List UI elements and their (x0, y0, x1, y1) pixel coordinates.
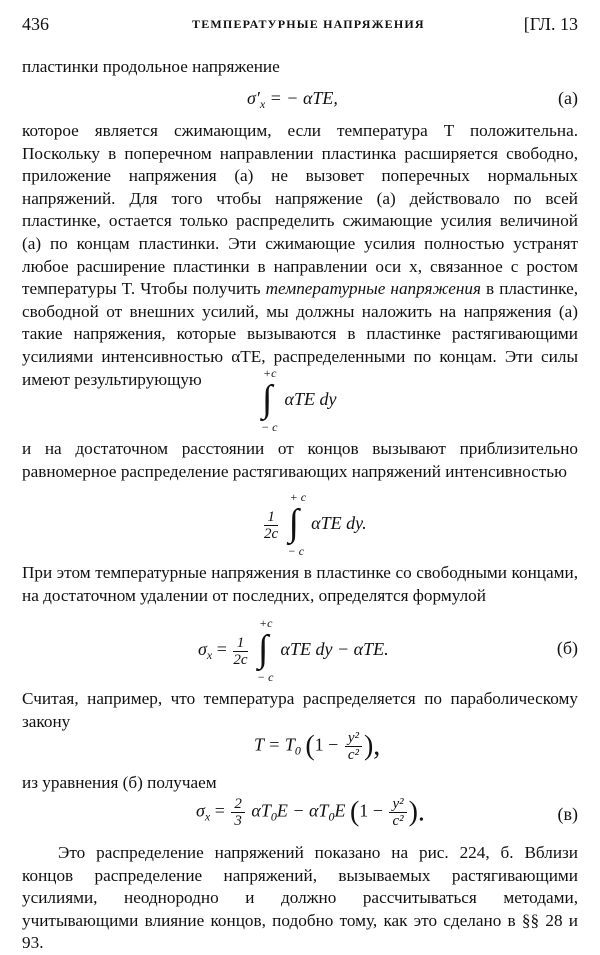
eq-b-lower: − c (257, 670, 274, 684)
equation-a (22, 88, 578, 114)
integral-sign: ∫ (262, 378, 273, 420)
equation-v (22, 794, 578, 834)
eq-b-frac-num: 1 (233, 635, 247, 652)
equation-T (22, 728, 578, 768)
eq-b-sigma: σ (198, 639, 207, 660)
eq-v-open: ( (349, 796, 360, 828)
int2-integrand: αTE dy. (311, 513, 367, 534)
equation-b (22, 616, 578, 684)
int1-lower: − c (261, 420, 278, 434)
eq-v-one-minus: 1 − (359, 800, 383, 821)
paragraph-6: из уравнения (б) получаем (22, 773, 217, 792)
eq-v-close: ). (408, 796, 425, 828)
running-header (22, 14, 578, 38)
eq-v-frac2-den: c² (392, 813, 404, 829)
eq-b-equals: = (216, 639, 227, 660)
eq-a-rhs: = − αTE, (269, 88, 338, 108)
page-number: 436 (22, 14, 49, 34)
eq-v-frac2-num: y² (389, 796, 406, 813)
paragraph-4: При этом температурные напряжения в пластинке со свободными концами, на достаточном удалении от последних, определятся формулой (22, 563, 578, 605)
paragraph-2-part-1: которое является сжимающим, если температура T положительна. Поскольку в поперечном направлении пластинка расширяется свободно, приложение напряжения (а) не вызовет поперечных нормальных напряжений. Для того чтобы напряжение (а) действовало по всей пластинке, остается только распределить сжимающие усилия величиной (а) по концам пластинки. Эти сжимающие усилия полностью устранят любое расширение пластинки в направлении оси x, связанное с ростом температуры T. Чтобы получить (22, 121, 578, 299)
int2-lower: − c (287, 544, 305, 558)
eq-T-frac-den: c² (347, 747, 359, 763)
paragraph-7: Это распределение напряжений показано на рис. 224, б. Вблизи концов распределение напряжений, вызываемых растягивающими усилиями, неоднородно и должно рассчитываться методами, учитывающими влияние концов, подобно тому, как это сделано в §§ 28 и 93. (22, 843, 578, 953)
eq-v-t2sub: 0 (328, 809, 335, 824)
int2-frac-den: 2c (264, 525, 279, 542)
paragraph-2 (22, 120, 578, 391)
running-title: ТЕМПЕРАТУРНЫЕ НАПРЯЖЕНИЯ (192, 17, 425, 31)
int1-upper: +c (263, 366, 277, 380)
eq-v-term1b: E − αT (276, 800, 329, 821)
integral-sign: ∫ (288, 502, 300, 544)
eq-T-sub: 0 (294, 743, 301, 758)
eq-T-frac-num: y² (345, 730, 362, 747)
eq-b-sub: x (206, 648, 213, 663)
eq-b-frac-den: 2c (233, 651, 248, 668)
int2-upper: + c (289, 490, 307, 504)
eq-a-sigma: σ′ (247, 88, 260, 108)
eq-T-one-minus: 1 − (314, 734, 339, 755)
paragraph-1: пластинки продольное напряжение (22, 57, 280, 76)
equation-integral-2 (22, 490, 578, 558)
equation-integral-1 (22, 366, 578, 434)
eq-v-term2: E (334, 800, 346, 821)
eq-v-sub: x (204, 809, 211, 824)
eq-a-tag: (а) (558, 88, 578, 108)
eq-T-lhs: T = T (254, 734, 295, 755)
eq-v-frac-num: 2 (231, 796, 245, 813)
eq-v-frac-den: 3 (234, 813, 242, 829)
paragraph-5: Считая, например, что температура распределяется по параболическому закону (22, 689, 578, 731)
chapter-label: [ГЛ. 13 (523, 14, 578, 34)
emphasis-term: температурные напряжения (265, 279, 481, 299)
integral-sign: ∫ (258, 628, 269, 670)
eq-b-integrand: αTE dy − αTE. (280, 639, 389, 660)
eq-v-term1: αT (251, 800, 271, 821)
eq-b-tag: (б) (556, 638, 578, 658)
paragraph-2-part-2: в пластинке, свободной от внешних усилий, мы должны наложить на напряжения (а) такие напряжения, которые вызываются в пластинке растягивающими усилиями интенсивностью αTE, распределенными по концам. Эти силы имеют результирующую (22, 279, 578, 389)
eq-v-tag: (в) (557, 804, 578, 824)
paragraph-3: и на достаточном расстоянии от концов вызывают приблизительно равномерное распределение растягивающих напряжений интенсивностью (22, 439, 578, 481)
eq-T-open: ( (305, 730, 315, 762)
int1-integrand: αTE dy (284, 389, 337, 410)
eq-a-sub: x (259, 97, 266, 111)
eq-b-upper: +c (259, 616, 273, 630)
eq-v-t1sub: 0 (270, 809, 277, 824)
eq-v-equals: = (214, 800, 225, 821)
int2-frac-num: 1 (264, 509, 278, 526)
eq-T-close: ), (363, 730, 381, 762)
eq-v-sigma: σ (196, 800, 205, 821)
